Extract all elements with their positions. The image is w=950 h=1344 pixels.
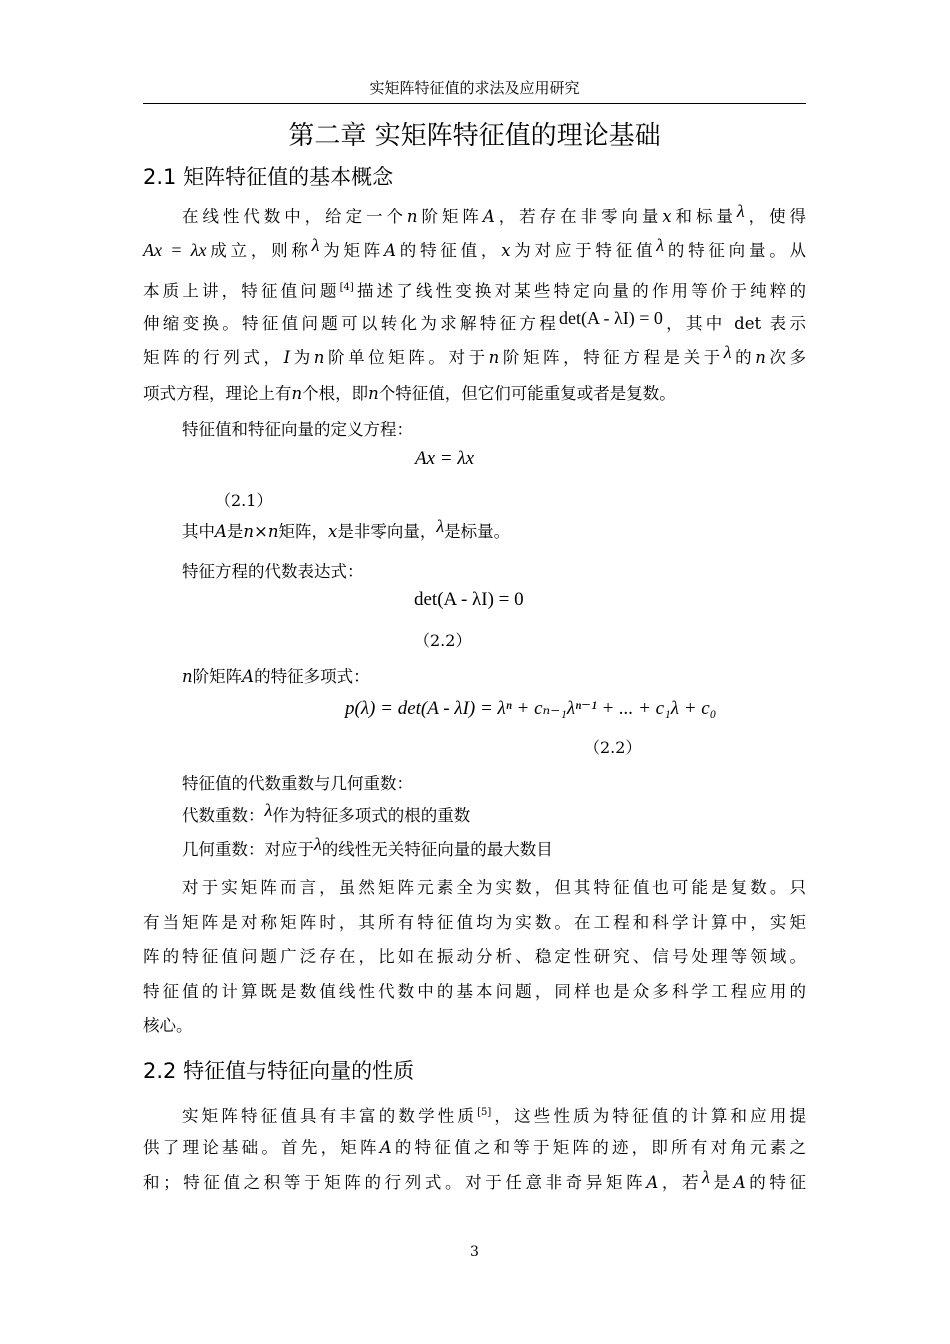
equation-characteristic-polynomial: p(λ) = det(A - λI) = λⁿ + cₙ₋₁λⁿ⁻¹ + ... + c₁λ + c₀ — [345, 698, 717, 719]
inline-equation: det(A - λI) = 0 — [559, 308, 663, 328]
paragraph-line: 特征值的计算既是数值线性代数中的基本问题，同样也是众多科学工程应用的 — [143, 982, 806, 1001]
paragraph-line: 核心。 — [143, 1016, 193, 1035]
header-rule — [143, 103, 806, 104]
paragraph-line: 伸缩变换。特征值问题可以转化为求解特征方程det(A - λI) = 0，其中 det 表示 — [143, 308, 806, 333]
multiplicity-intro: 特征值的代数重数与几何重数： — [182, 774, 413, 793]
citation: [5] — [477, 1107, 492, 1118]
geometric-multiplicity: 几何重数：对应于λ的线性无关特征向量的最大数目 — [182, 834, 553, 859]
equation-number: （2.2） — [584, 738, 642, 757]
paragraph-line: 实矩阵特征值具有丰富的数学性质[5]，这些性质为特征值的计算和应用提 — [182, 1106, 806, 1126]
equation-2-1: Ax = λx — [415, 448, 475, 469]
chapter-title: 第二章 实矩阵特征值的理论基础 — [288, 121, 661, 151]
page-number: 3 — [470, 1244, 479, 1260]
paragraph-line: 阵的特征值问题广泛存在，比如在振动分析、稳定性研究、信号处理等领域。 — [143, 947, 806, 966]
paragraph-line: n阶矩阵A的特征多项式： — [182, 667, 370, 686]
paragraph-line: 其中A是n×n矩阵，x是非零向量，λ是标量。 — [182, 516, 511, 541]
equation-number: （2.2） — [414, 631, 472, 650]
paragraph-line: 和；特征值之积等于矩阵的行列式。对于任意非奇异矩阵A，若λ是A的特征 — [143, 1167, 807, 1192]
running-header: 实矩阵特征值的求法及应用研究 — [369, 79, 580, 97]
equation-2-2: det(A - λI) = 0 — [414, 589, 524, 610]
characteristic-intro: 特征方程的代数表达式： — [182, 562, 364, 581]
section-heading-2-1: 2.1 矩阵特征值的基本概念 — [143, 165, 394, 189]
inline-equation: Ax = λx — [143, 240, 207, 260]
paragraph-line: 本质上讲，特征值问题[4]描述了线性变换对某些特定向量的作用等价于纯粹的 — [143, 281, 807, 301]
algebraic-multiplicity: 代数重数：λ作为特征多项式的根的重数 — [182, 800, 471, 825]
paragraph-line: Ax = λx成立，则称λ为矩阵A的特征值，x为对应于特征值λ的特征向量。从 — [143, 235, 807, 260]
paragraph-line: 有当矩阵是对称矩阵时，其所有特征值均为实数。在工程和科学计算中，实矩 — [143, 913, 806, 932]
paragraph-line: 对于实矩阵而言，虽然矩阵元素全为实数，但其特征值也可能是复数。只 — [182, 878, 806, 897]
paragraph-line: 供了理论基础。首先，矩阵A的特征值之和等于矩阵的迹，即所有对角元素之 — [143, 1138, 807, 1157]
section-heading-2-2: 2.2 特征值与特征向量的性质 — [143, 1059, 415, 1083]
definition-intro: 特征值和特征向量的定义方程： — [182, 420, 413, 439]
paragraph-line: 矩阵的行列式，I为n阶单位矩阵。对于n阶矩阵，特征方程是关于λ的n次多 — [143, 342, 807, 367]
paragraph-line: 项式方程，理论上有n个根，即n个特征值，但它们可能重复或者是复数。 — [143, 384, 676, 403]
equation-number: （2.1） — [215, 491, 273, 510]
citation: [4] — [339, 282, 354, 293]
paragraph-line: 在线性代数中，给定一个n阶矩阵A，若存在非零向量x和标量λ，使得 — [182, 201, 807, 226]
